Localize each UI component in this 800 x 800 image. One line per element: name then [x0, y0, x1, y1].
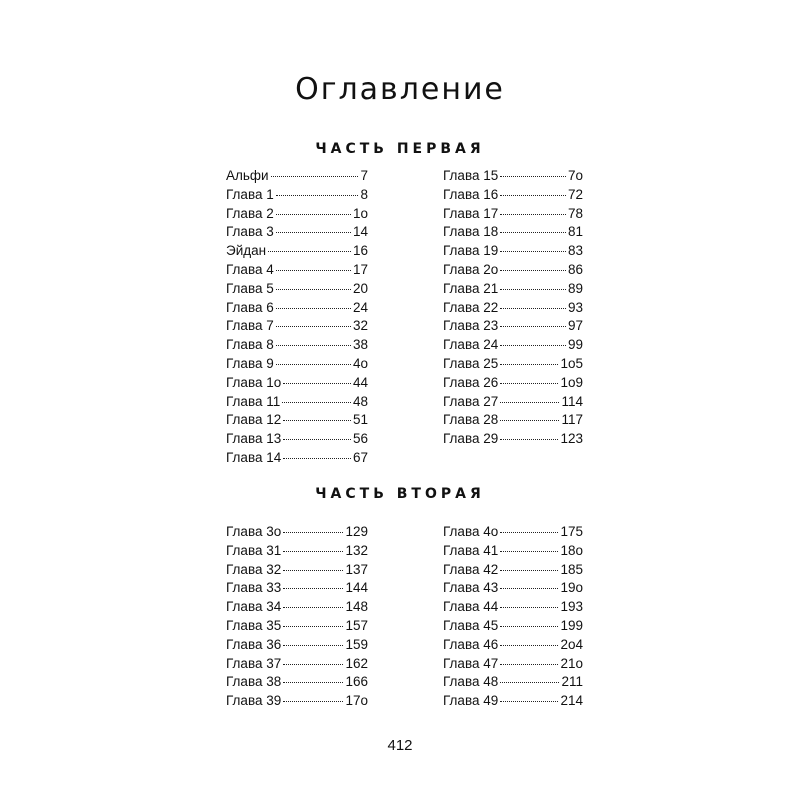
toc-entry-page: 93 — [567, 299, 583, 315]
toc-entry-page: 72 — [567, 186, 583, 202]
toc-entry-page: 199 — [560, 617, 583, 633]
toc-entry — [443, 243, 583, 262]
page-number: 412 — [387, 737, 413, 754]
dot-leader — [283, 607, 343, 608]
toc-entry-page: 20 — [352, 280, 368, 296]
toc-entry — [226, 356, 368, 375]
dot-leader — [500, 289, 566, 290]
toc-entry-title: Глава 22 — [443, 299, 499, 315]
toc-entry-page: 89 — [567, 280, 583, 296]
toc-entry-page: 83 — [567, 243, 583, 259]
toc-entry-title: Глава 2o — [443, 261, 499, 277]
toc-entry-title: Глава 21 — [443, 280, 499, 296]
toc-entry-title: Глава 9 — [226, 355, 274, 371]
toc-entry-page: 1o5 — [560, 355, 583, 371]
toc-entry-page: 51 — [352, 412, 368, 428]
dot-leader — [282, 402, 351, 403]
dot-leader — [500, 420, 559, 421]
toc-entry-title: Глава 45 — [443, 617, 499, 633]
dot-leader — [276, 308, 351, 309]
toc-entry — [443, 356, 583, 375]
toc-entry-page: 129 — [345, 524, 368, 539]
dot-leader — [500, 701, 558, 702]
dot-leader — [283, 645, 343, 646]
toc-entry-title: Глава 32 — [226, 561, 282, 577]
dot-leader — [500, 607, 558, 608]
toc-entry — [443, 224, 583, 243]
toc-entry-title: Глава 17 — [443, 205, 499, 221]
toc-entry-title: Глава 5 — [226, 280, 274, 296]
toc-entry-title: Глава 2 — [226, 205, 274, 221]
dot-leader — [268, 251, 351, 252]
toc-entry-page: 2o4 — [560, 636, 583, 652]
toc-entry-title: Глава 49 — [443, 693, 499, 709]
toc-entry-title: Глава 33 — [226, 580, 282, 596]
toc-entry — [443, 599, 583, 618]
dot-leader — [500, 588, 558, 589]
toc-entry — [226, 168, 368, 187]
toc-entry-page: 157 — [345, 617, 368, 633]
toc-entry — [226, 318, 368, 337]
dot-leader — [500, 383, 558, 384]
toc-entry-page: 48 — [352, 393, 368, 409]
toc-entry-title: Глава 27 — [443, 393, 499, 409]
toc-entry-title: Глава 25 — [443, 355, 499, 371]
toc-entry-page: 17 — [352, 261, 368, 277]
toc-entry-page: 123 — [560, 431, 583, 447]
toc-entry-title: Глава 13 — [226, 431, 282, 447]
toc-entry-title: Глава 4o — [443, 524, 499, 539]
toc-entry — [226, 580, 368, 599]
dot-leader — [500, 402, 559, 403]
toc-entry-page: 117 — [561, 412, 583, 428]
toc-entry — [443, 375, 583, 394]
toc-entry-title: Глава 1o — [226, 374, 282, 390]
toc-entry-title: Глава 39 — [226, 693, 282, 709]
dot-leader — [283, 420, 351, 421]
toc-entry — [226, 599, 368, 618]
toc-entry — [443, 580, 583, 599]
dot-leader — [500, 682, 559, 683]
toc-entry-page: 86 — [567, 261, 583, 277]
dot-leader — [276, 326, 351, 327]
toc-entry-page: 17o — [345, 693, 368, 709]
dot-leader — [500, 439, 558, 440]
toc-entry-title: Глава 42 — [443, 561, 499, 577]
toc-entry — [443, 618, 583, 637]
toc-entry-page: 7 — [360, 168, 368, 183]
toc-entry-page: 211 — [561, 674, 583, 690]
page-title: Оглавление — [295, 72, 505, 107]
toc-entry — [443, 281, 583, 300]
dot-leader — [283, 682, 343, 683]
dot-leader — [500, 570, 558, 571]
toc-entry — [226, 524, 368, 543]
toc-entry — [226, 300, 368, 319]
toc-entry — [226, 187, 368, 206]
toc-entry — [226, 693, 368, 712]
toc-entry-page: 159 — [345, 636, 368, 652]
dot-leader — [276, 270, 351, 271]
toc-entry-title: Глава 24 — [443, 337, 499, 353]
toc-entry-title: Глава 15 — [443, 168, 499, 183]
toc-entry — [226, 281, 368, 300]
toc-entry-title: Глава 34 — [226, 599, 282, 615]
dot-leader — [276, 214, 351, 215]
toc-entry-page: 16 — [352, 243, 368, 259]
dot-leader — [500, 270, 566, 271]
toc-entry-page: 24 — [352, 299, 368, 315]
toc-entry — [443, 168, 583, 187]
dot-leader — [283, 532, 343, 533]
dot-leader — [283, 701, 343, 702]
dot-leader — [271, 176, 359, 177]
toc-entry-title: Глава 8 — [226, 337, 274, 353]
toc-entry — [443, 693, 583, 712]
toc-entry-page: 166 — [345, 674, 368, 690]
toc-entry-page: 1o — [352, 205, 368, 221]
toc-entry-page: 21o — [560, 655, 583, 671]
part-one-heading: ЧАСТЬ ПЕРВАЯ — [315, 141, 485, 157]
toc-entry — [443, 637, 583, 656]
toc-entry-title: Глава 7 — [226, 318, 274, 334]
toc-entry — [226, 394, 368, 413]
dot-leader — [283, 626, 343, 627]
toc-entry — [443, 412, 583, 431]
toc-entry — [226, 431, 368, 450]
toc-entry-page: 97 — [567, 318, 583, 334]
dot-leader — [283, 664, 343, 665]
toc-entry-page: 4o — [352, 355, 368, 371]
toc-entry-page: 114 — [561, 393, 583, 409]
toc-entry-page: 32 — [352, 318, 368, 334]
toc-entry-page: 99 — [567, 337, 583, 353]
toc-entry-title: Глава 46 — [443, 636, 499, 652]
toc-entry-title: Глава 31 — [226, 542, 282, 558]
toc-entry — [226, 224, 368, 243]
dot-leader — [500, 626, 558, 627]
toc-entry-page: 44 — [352, 374, 368, 390]
toc-entry-title: Альфи — [226, 168, 269, 183]
toc-entry — [443, 337, 583, 356]
toc-entry-page: 18o — [560, 542, 583, 558]
toc-entry-title: Глава 29 — [443, 431, 499, 447]
toc-entry-page: 185 — [560, 561, 583, 577]
toc-entry-title: Глава 3 — [226, 224, 274, 240]
toc-entry-title: Глава 4 — [226, 261, 274, 277]
toc-entry-title: Глава 18 — [443, 224, 499, 240]
toc-entry-page: 137 — [345, 561, 368, 577]
dot-leader — [500, 364, 558, 365]
toc-entry-page: 214 — [560, 693, 583, 709]
dot-leader — [283, 570, 343, 571]
toc-entry-title: Глава 44 — [443, 599, 499, 615]
dot-leader — [276, 364, 351, 365]
toc-entry — [226, 543, 368, 562]
dot-leader — [500, 326, 566, 327]
toc-entry-page: 1o9 — [560, 374, 583, 390]
toc-entry — [443, 562, 583, 581]
toc-entry — [226, 618, 368, 637]
toc-entry-page: 162 — [345, 655, 368, 671]
toc-entry — [443, 206, 583, 225]
dot-leader — [500, 251, 566, 252]
toc-entry-title: Глава 35 — [226, 617, 282, 633]
toc-entry-page: 193 — [560, 599, 583, 615]
toc-entry — [226, 412, 368, 431]
toc-entry — [443, 674, 583, 693]
toc-entry-title: Глава 16 — [443, 186, 499, 202]
toc-entry — [226, 262, 368, 281]
toc-entry-page: 8 — [360, 186, 368, 202]
toc-entry — [443, 431, 583, 450]
dot-leader — [276, 345, 351, 346]
dot-leader — [283, 458, 351, 459]
toc-entry — [226, 337, 368, 356]
dot-leader — [500, 214, 566, 215]
toc-entry-title: Глава 36 — [226, 636, 282, 652]
toc-entry-page: 67 — [352, 449, 368, 465]
toc-entry-title: Глава 12 — [226, 412, 282, 428]
toc-entry-title: Глава 3o — [226, 524, 282, 539]
toc-entry-title: Глава 38 — [226, 674, 282, 690]
dot-leader — [500, 232, 566, 233]
toc-entry — [443, 318, 583, 337]
part-two-right-column — [443, 524, 583, 712]
dot-leader — [500, 532, 558, 533]
toc-entry-page: 56 — [352, 431, 368, 447]
toc-entry — [443, 524, 583, 543]
toc-entry — [226, 674, 368, 693]
part-one-left-column — [226, 168, 368, 469]
dot-leader — [500, 345, 566, 346]
toc-entry-page: 175 — [560, 524, 583, 539]
toc-entry — [443, 543, 583, 562]
toc-entry — [226, 562, 368, 581]
dot-leader — [500, 551, 558, 552]
toc-entry-page: 132 — [345, 542, 368, 558]
toc-entry-page: 81 — [567, 224, 583, 240]
dot-leader — [276, 289, 351, 290]
toc-entry-title: Глава 41 — [443, 542, 499, 558]
toc-entry-title: Глава 1 — [226, 186, 274, 202]
toc-entry-page: 19o — [560, 580, 583, 596]
toc-entry — [443, 300, 583, 319]
dot-leader — [283, 588, 343, 589]
toc-entry — [226, 243, 368, 262]
part-two-left-column — [226, 524, 368, 712]
toc-entry-page: 38 — [352, 337, 368, 353]
toc-entry-title: Глава 48 — [443, 674, 499, 690]
toc-entry — [443, 394, 583, 413]
toc-entry-title: Эйдан — [226, 243, 267, 259]
toc-entry-page: 7o — [567, 168, 583, 183]
dot-leader — [500, 176, 566, 177]
dot-leader — [500, 645, 558, 646]
toc-entry — [226, 656, 368, 675]
toc-entry — [443, 187, 583, 206]
toc-entry — [443, 262, 583, 281]
toc-entry-title: Глава 19 — [443, 243, 499, 259]
toc-entry — [226, 375, 368, 394]
toc-entry-title: Глава 43 — [443, 580, 499, 596]
toc-entry-title: Глава 37 — [226, 655, 282, 671]
toc-entry-page: 14 — [352, 224, 368, 240]
toc-entry-title: Глава 26 — [443, 374, 499, 390]
dot-leader — [283, 551, 343, 552]
toc-entry-page: 78 — [567, 205, 583, 221]
dot-leader — [276, 232, 351, 233]
toc-entry-page: 148 — [345, 599, 368, 615]
dot-leader — [283, 383, 351, 384]
toc-entry-title: Глава 14 — [226, 449, 282, 465]
toc-entry — [226, 206, 368, 225]
toc-entry-title: Глава 6 — [226, 299, 274, 315]
part-two-heading: ЧАСТЬ ВТОРАЯ — [315, 486, 485, 502]
toc-entry — [226, 450, 368, 469]
dot-leader — [276, 195, 359, 196]
toc-entry-title: Глава 23 — [443, 318, 499, 334]
dot-leader — [500, 308, 566, 309]
toc-entry — [226, 637, 368, 656]
toc-entry-page: 144 — [345, 580, 368, 596]
dot-leader — [500, 664, 558, 665]
dot-leader — [500, 195, 566, 196]
toc-entry-title: Глава 28 — [443, 412, 499, 428]
toc-entry-title: Глава 47 — [443, 655, 499, 671]
part-one-right-column — [443, 168, 583, 450]
toc-entry — [443, 656, 583, 675]
dot-leader — [283, 439, 351, 440]
toc-entry-title: Глава 11 — [226, 393, 281, 409]
